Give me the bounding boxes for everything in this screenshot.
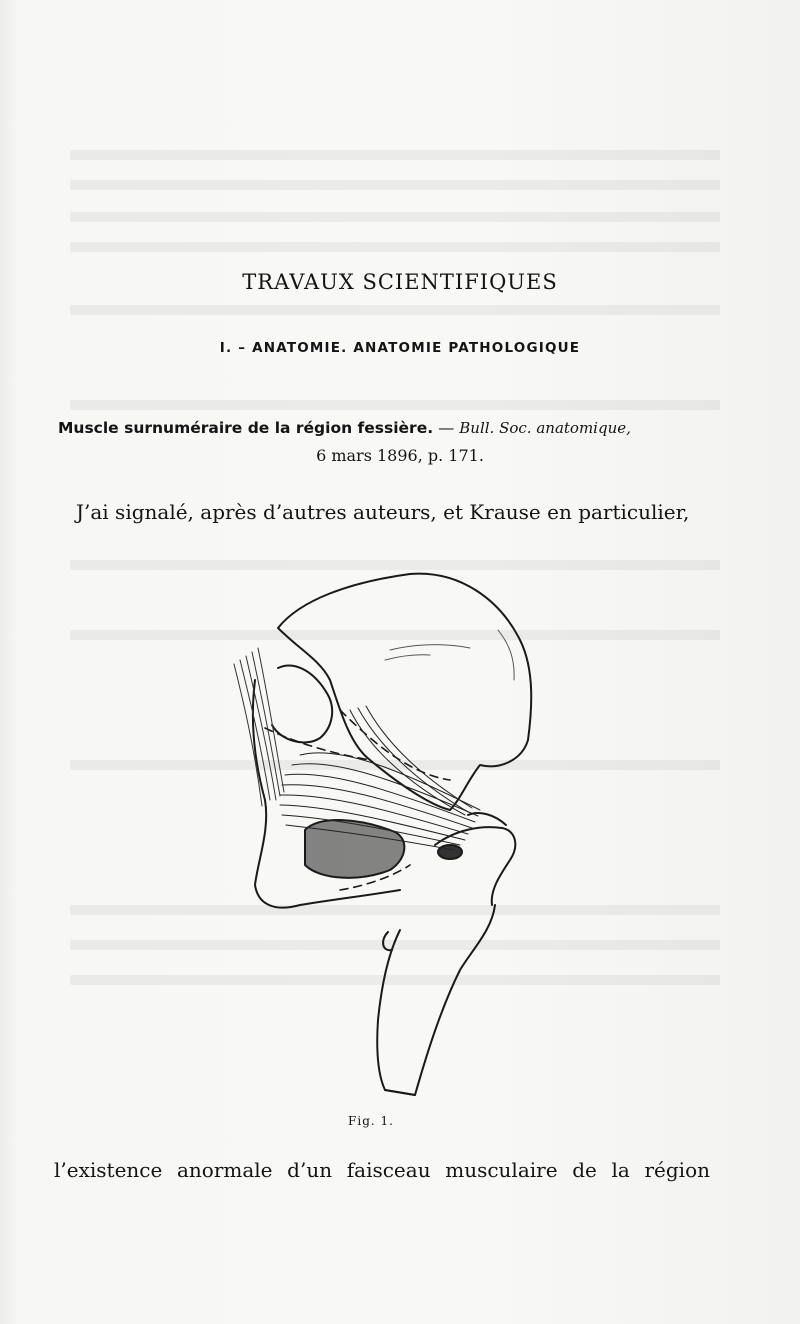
paragraph-start: J’ai signalé, après d’autres auteurs, et Krause en particulier, [76,500,690,524]
obturator-foramen [305,820,404,878]
paragraph-continue: l’existence anormale d’un faisceau musculaire de la région [54,1158,710,1182]
figure-caption: Fig. 1. [348,1114,394,1128]
reference-date: 6 mars 1896, p. 171. [316,446,484,465]
section-subtitle: I. – ANATOMIE. ANATOMIE PATHOLOGIQUE [219,340,581,356]
section-title: TRAVAUX SCIENTIFIQUES [242,270,558,294]
reference-journal: Bull. Soc. anatomique, [459,419,631,437]
femoral-neck [435,827,515,905]
reference-line [58,418,728,437]
muscle-fibers [280,706,480,850]
sciatic-notch [272,666,332,743]
lesser-trochanter [383,932,392,950]
femoral-head [438,845,462,859]
reference-separator: — [433,418,460,437]
anatomical-figure [210,560,550,1100]
dashed-line-2 [265,728,370,760]
greater-trochanter [468,813,506,825]
femur-shaft [377,905,495,1095]
reference-title: Muscle surnuméraire de la région fessière. [58,419,434,437]
